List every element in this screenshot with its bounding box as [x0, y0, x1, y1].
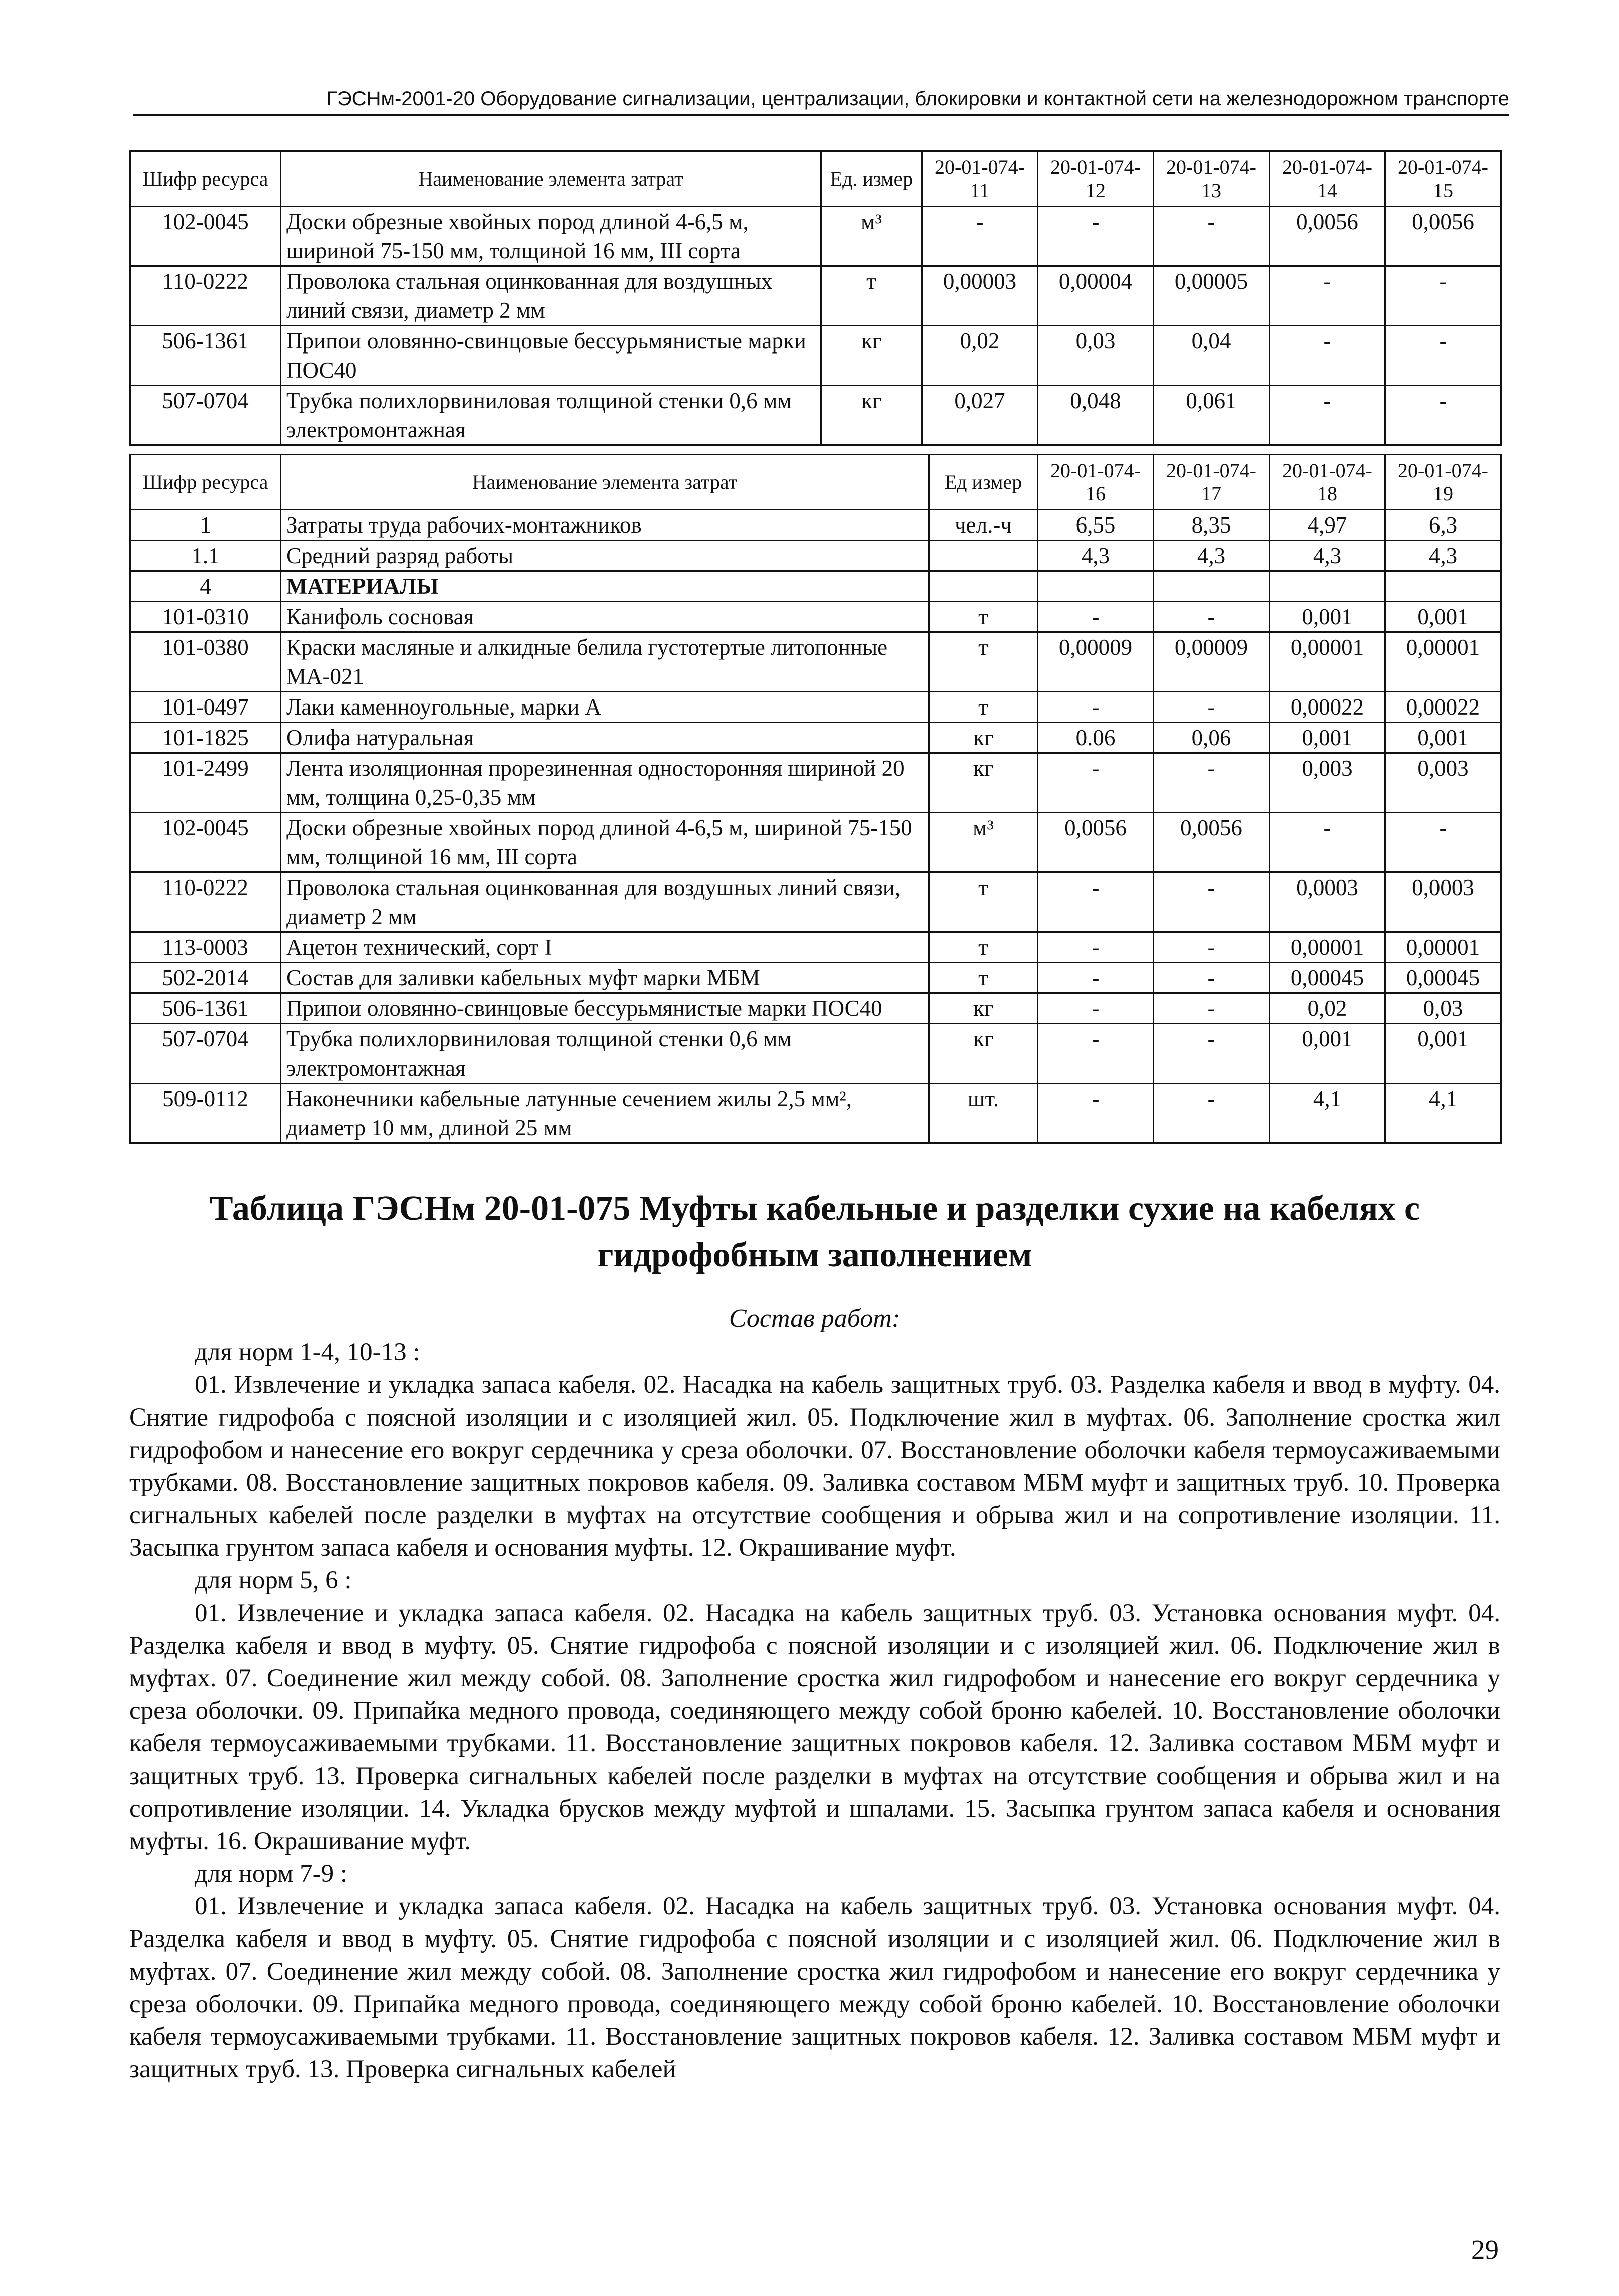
unit-cell: м³	[929, 813, 1038, 872]
resource-code: 110-0222	[130, 266, 281, 326]
unit-cell: чел.-ч	[929, 510, 1038, 541]
value-cell: -	[1385, 326, 1501, 386]
column-header: 20-01-074-16	[1038, 455, 1154, 510]
value-cell: 6,3	[1385, 510, 1501, 541]
value-cell: -	[1154, 993, 1270, 1024]
value-cell: -	[1038, 872, 1154, 932]
cost-element-name: Состав для заливки кабельных муфт марки МБМ	[281, 963, 929, 993]
unit-cell: т	[821, 266, 922, 326]
unit-cell: т	[929, 692, 1038, 723]
value-cell: 0,00001	[1270, 932, 1385, 963]
value-cell: -	[1038, 602, 1154, 632]
value-cell	[1154, 571, 1270, 602]
resource-code: 102-0045	[130, 813, 281, 872]
value-cell: 0,0056	[1270, 207, 1385, 266]
table-row	[130, 541, 1501, 571]
unit-cell: кг	[929, 993, 1038, 1024]
column-header: Ед измер	[929, 455, 1038, 510]
resource-code: 1	[130, 510, 281, 541]
resource-code: 506-1361	[130, 326, 281, 386]
norm-group-text: 01. Извлечение и укладка запаса кабеля. 02. Насадка на кабель защитных труб. 03. Установка основания муфт. 04. Разделка кабеля и ввод в муфту. 05. Снятие гидрофоба с поясной изоляции и с изоляцией жил. 06. Подключение жил в муфтах. 07. Соединение жил между собой. 08. Заполнение сростка жил гидрофобом и нанесение его вокруг сердечника у среза оболочки. 09. Припайка медного провода, соединяющего между собой броню кабелей. 10. Восстановление оболочки кабеля термоусаживаемыми трубками. 11. Восстановление защитных покровов кабеля. 12. Заливка составом МБМ муфт и защитных труб. 13. Проверка сигнальных кабелей после разделки в муфтах на отсутствие сообщения и обрыва жил и на сопротивление изоляции. 14. Укладка брусков между муфтой и шпалами. 15. Засыпка грунтом запаса кабеля и основания муфты. 16. Окрашивание муфт.	[129, 1599, 1500, 1855]
unit-cell: т	[929, 602, 1038, 632]
table-row	[130, 386, 1501, 445]
value-cell: 0,001	[1385, 723, 1501, 753]
table-row	[130, 963, 1501, 993]
unit-cell: кг	[929, 1024, 1038, 1084]
cost-element-name: МАТЕРИАЛЫ	[281, 571, 929, 602]
table-row	[130, 1024, 1501, 1084]
value-cell: 0,00045	[1270, 963, 1385, 993]
resource-code: 101-0497	[130, 692, 281, 723]
value-cell: -	[1038, 963, 1154, 993]
resource-code: 509-0112	[130, 1084, 281, 1143]
unit-cell: т	[929, 963, 1038, 993]
table-row	[130, 326, 1501, 386]
resource-code: 1.1	[130, 541, 281, 571]
table-row	[130, 571, 1501, 602]
cost-element-name: Доски обрезные хвойных пород длиной 4-6,5 м, шириной 75-150 мм, толщиной 16 мм, III сорта	[281, 207, 821, 266]
unit-cell: кг	[929, 753, 1038, 813]
resource-code: 101-0310	[130, 602, 281, 632]
unit-cell: кг	[821, 386, 922, 445]
section-subheading: Состав работ:	[729, 1304, 901, 1333]
table-row	[130, 932, 1501, 963]
value-cell: 0.06	[1038, 723, 1154, 753]
resource-code: 101-2499	[130, 753, 281, 813]
value-cell: 6,55	[1038, 510, 1154, 541]
value-cell: 0,00009	[1038, 632, 1154, 692]
cost-element-name: Припои оловянно-свинцовые бессурьмянистые марки ПОС40	[281, 326, 821, 386]
value-cell: -	[1154, 1024, 1270, 1084]
value-cell: -	[1038, 1024, 1154, 1084]
unit-cell: т	[929, 932, 1038, 963]
value-cell: -	[1154, 602, 1270, 632]
cost-element-name: Проволока стальная оцинкованная для воздушных линий связи, диаметр 2 мм	[281, 872, 929, 932]
column-header: 20-01-074-13	[1154, 151, 1270, 207]
column-header: 20-01-074-14	[1270, 151, 1385, 207]
column-header: 20-01-074-11	[922, 151, 1038, 207]
cost-element-name: Ацетон технический, сорт I	[281, 932, 929, 963]
unit-cell: кг	[929, 723, 1038, 753]
value-cell: 0,001	[1270, 602, 1385, 632]
norm-group-text: 01. Извлечение и укладка запаса кабеля. 02. Насадка на кабель защитных труб. 03. Установка основания муфт. 04. Разделка кабеля и ввод в муфту. 05. Снятие гидрофоба с поясной изоляции и с изоляцией жил. 06. Подключение жил в муфтах. 07. Соединение жил между собой. 08. Заполнение сростка жил гидрофобом и нанесение его вокруг сердечника у среза оболочки. 09. Припайка медного провода, соединяющего между собой броню кабелей. 10. Восстановление оболочки кабеля термоусаживаемыми трубками. 11. Восстановление защитных покровов кабеля. 12. Заливка составом МБМ муфт и защитных труб. 13. Проверка сигнальных кабелей	[129, 1892, 1500, 2083]
cost-element-name: Затраты труда рабочих-монтажников	[281, 510, 929, 541]
value-cell: 0,00003	[922, 266, 1038, 326]
value-cell: 4,97	[1270, 510, 1385, 541]
value-cell: 0,027	[922, 386, 1038, 445]
table-row	[130, 813, 1501, 872]
resource-code: 113-0003	[130, 932, 281, 963]
value-cell: 4,3	[1270, 541, 1385, 571]
table-row	[130, 1084, 1501, 1143]
value-cell: -	[1270, 326, 1385, 386]
value-cell: -	[1270, 813, 1385, 872]
cost-element-name: Наконечники кабельные латунные сечением жилы 2,5 мм², диаметр 10 мм, длиной 25 мм	[281, 1084, 929, 1143]
value-cell: 0,061	[1154, 386, 1270, 445]
value-cell: 4,1	[1270, 1084, 1385, 1143]
value-cell: 4,3	[1038, 541, 1154, 571]
value-cell: -	[1385, 813, 1501, 872]
value-cell: 4,3	[1385, 541, 1501, 571]
unit-cell: кг	[821, 326, 922, 386]
value-cell: 0,001	[1385, 602, 1501, 632]
table-row	[130, 692, 1501, 723]
work-composition	[129, 1336, 1500, 2086]
value-cell: -	[1385, 386, 1501, 445]
unit-cell: т	[929, 872, 1038, 932]
value-cell: -	[1038, 1084, 1154, 1143]
value-cell: 0,00004	[1038, 266, 1154, 326]
value-cell: -	[1154, 963, 1270, 993]
cost-element-name: Трубка полихлорвиниловая толщиной стенки 0,6 мм электромонтажная	[281, 1024, 929, 1084]
unit-cell: м³	[821, 207, 922, 266]
value-cell: 0,00001	[1385, 632, 1501, 692]
table-header-row	[130, 455, 1501, 510]
value-cell: -	[1270, 266, 1385, 326]
value-cell: -	[1154, 753, 1270, 813]
norm-group-label: для норм 1-4, 10-13 :	[195, 1338, 420, 1366]
resource-code: 502-2014	[130, 963, 281, 993]
table-row	[130, 723, 1501, 753]
resource-table-2	[129, 454, 1502, 1144]
value-cell: 0,0056	[1038, 813, 1154, 872]
resource-code: 507-0704	[130, 386, 281, 445]
value-cell: 0,048	[1038, 386, 1154, 445]
table-row	[130, 266, 1501, 326]
value-cell: 0,06	[1154, 723, 1270, 753]
value-cell: -	[1038, 932, 1154, 963]
value-cell: -	[1038, 692, 1154, 723]
norm-group-label: для норм 5, 6 :	[195, 1566, 352, 1595]
resource-table-1	[129, 150, 1502, 446]
table-row	[130, 632, 1501, 692]
value-cell: 0,00001	[1385, 932, 1501, 963]
cost-element-name: Припои оловянно-свинцовые бессурьмянистые марки ПОС40	[281, 993, 929, 1024]
value-cell: -	[1270, 386, 1385, 445]
table-row	[130, 602, 1501, 632]
column-header: 20-01-074-15	[1385, 151, 1501, 207]
value-cell: 0,00001	[1270, 632, 1385, 692]
value-cell: 0,00022	[1385, 692, 1501, 723]
value-cell	[1038, 571, 1154, 602]
column-header: Ед. измер	[821, 151, 922, 207]
value-cell	[1270, 571, 1385, 602]
table-row	[130, 510, 1501, 541]
column-header: Шифр ресурса	[130, 455, 281, 510]
value-cell: -	[1154, 932, 1270, 963]
resource-code: 102-0045	[130, 207, 281, 266]
cost-element-name: Канифоль сосновая	[281, 602, 929, 632]
column-header: 20-01-074-12	[1038, 151, 1154, 207]
value-cell: 0,003	[1270, 753, 1385, 813]
column-header: Шифр ресурса	[130, 151, 281, 207]
value-cell: 0,03	[1038, 326, 1154, 386]
cost-element-name: Доски обрезные хвойных пород длиной 4-6,5 м, шириной 75-150 мм, толщиной 16 мм, III сорта	[281, 813, 929, 872]
cost-element-name: Лента изоляционная прорезиненная односторонняя шириной 20 мм, толщина 0,25-0,35 мм	[281, 753, 929, 813]
value-cell: -	[1385, 266, 1501, 326]
value-cell: 0,0003	[1385, 872, 1501, 932]
value-cell: 4,3	[1154, 541, 1270, 571]
page-number: 29	[1471, 2234, 1499, 2265]
cost-element-name: Трубка полихлорвиниловая толщиной стенки 0,6 мм электромонтажная	[281, 386, 821, 445]
value-cell: 0,00045	[1385, 963, 1501, 993]
resource-code: 506-1361	[130, 993, 281, 1024]
value-cell: 0,0003	[1270, 872, 1385, 932]
cost-element-name: Олифа натуральная	[281, 723, 929, 753]
value-cell: 0,001	[1385, 1024, 1501, 1084]
value-cell: 0,02	[1270, 993, 1385, 1024]
value-cell: -	[1038, 753, 1154, 813]
resource-code: 101-1825	[130, 723, 281, 753]
value-cell: 0,00009	[1154, 632, 1270, 692]
running-header: ГЭСНм-2001-20 Оборудование сигнализации, централизации, блокировки и контактной сети на железнодорожном транспорте	[133, 88, 1509, 116]
column-header: 20-01-074-18	[1270, 455, 1385, 510]
column-header: Наименование элемента затрат	[281, 455, 929, 510]
value-cell: 0,0056	[1154, 813, 1270, 872]
value-cell	[1385, 571, 1501, 602]
value-cell: 0,0056	[1385, 207, 1501, 266]
unit-cell: т	[929, 632, 1038, 692]
value-cell: -	[1038, 993, 1154, 1024]
value-cell: -	[1154, 207, 1270, 266]
unit-cell	[929, 541, 1038, 571]
value-cell: -	[922, 207, 1038, 266]
norm-group-text: 01. Извлечение и укладка запаса кабеля. 02. Насадка на кабель защитных труб. 03. Разделка кабеля и ввод в муфту. 04. Снятие гидрофоба с поясной изоляции и с изоляцией жил. 05. Подключение жил в муфтах. 06. Заполнение сростка жил гидрофобом и нанесение его вокруг сердечника у среза оболочки. 07. Восстановление оболочки кабеля термоусаживаемыми трубками. 08. Восстановление защитных покровов кабеля. 09. Заливка составом МБМ муфт и защитных труб. 10. Проверка сигнальных кабелей после разделки в муфтах на отсутствие сообщения и обрыва жил и на сопротивление изоляции. 11. Засыпка грунтом запаса кабеля и основания муфты. 12. Окрашивание муфт.	[129, 1371, 1500, 1562]
section-title: Таблица ГЭСНм 20-01-075 Муфты кабельные и разделки сухие на кабелях с гидрофобным заполнением	[209, 1189, 1420, 1274]
cost-element-name: Средний разряд работы	[281, 541, 929, 571]
column-header: Наименование элемента затрат	[281, 151, 821, 207]
value-cell: 0,001	[1270, 1024, 1385, 1084]
table-header-row	[130, 151, 1501, 207]
value-cell: 0,04	[1154, 326, 1270, 386]
value-cell: 0,03	[1385, 993, 1501, 1024]
value-cell: -	[1154, 872, 1270, 932]
table-row	[130, 207, 1501, 266]
value-cell: 0,003	[1385, 753, 1501, 813]
unit-cell	[929, 571, 1038, 602]
value-cell: -	[1038, 207, 1154, 266]
value-cell: 0,001	[1270, 723, 1385, 753]
value-cell: -	[1154, 1084, 1270, 1143]
column-header: 20-01-074-17	[1154, 455, 1270, 510]
resource-code: 507-0704	[130, 1024, 281, 1084]
table-row	[130, 753, 1501, 813]
value-cell: 8,35	[1154, 510, 1270, 541]
value-cell: 0,02	[922, 326, 1038, 386]
value-cell: 0,00005	[1154, 266, 1270, 326]
resource-code: 110-0222	[130, 872, 281, 932]
table-row	[130, 993, 1501, 1024]
norm-group-label: для норм 7-9 :	[195, 1860, 348, 1888]
column-header: 20-01-074-19	[1385, 455, 1501, 510]
resource-code: 4	[130, 571, 281, 602]
value-cell: 0,00022	[1270, 692, 1385, 723]
value-cell: 4,1	[1385, 1084, 1501, 1143]
cost-element-name: Лаки каменноугольные, марки А	[281, 692, 929, 723]
resource-code: 101-0380	[130, 632, 281, 692]
value-cell: -	[1154, 692, 1270, 723]
table-row	[130, 872, 1501, 932]
cost-element-name: Краски масляные и алкидные белила густотертые литопонные МА-021	[281, 632, 929, 692]
cost-element-name: Проволока стальная оцинкованная для воздушных линий связи, диаметр 2 мм	[281, 266, 821, 326]
unit-cell: шт.	[929, 1084, 1038, 1143]
